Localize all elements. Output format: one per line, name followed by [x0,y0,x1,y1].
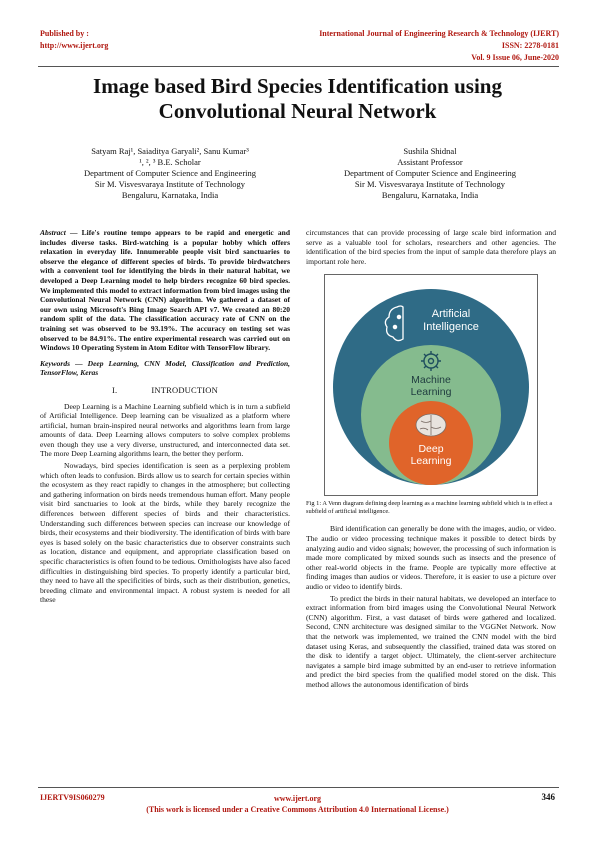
right-column [306,228,556,691]
author-institute: Sir M. Visvesvaraya Institute of Technology [354,179,506,189]
author-names: Sushila Shidnal [403,146,457,156]
author-dept: Department of Computer Science and Engineering [343,168,517,178]
venn-figure [324,274,538,496]
ai-label-2: Intelligence [423,321,479,334]
footer-divider [38,787,559,788]
author-dept: Department of Computer Science and Engineering [83,168,257,178]
ml-label-2: Learning [410,386,452,399]
section-heading [40,386,290,396]
header-journal [319,28,559,64]
dl-label: Deep [418,443,444,456]
paragraph: Bird identification can generally be done with the images, audio, or video. The audio or video processing technique makes it possible to detect birds by analyzing audio and video signals; however, the processing of such information is made more complicated by mixed sounds such as insects and the presence of other real-world objects in the frame. People are typically more effective at finding images than audios or videos. Therefore, it is easier to use a picture over audio or video to identify birds. [306,524,556,591]
ml-label: Machine [411,374,451,387]
paragraph: circumstances that can provide processing of large scale bird information and serve as a valuable tool for scholars, researchers and other agencies. The identification of the bird species from the input of sample data therefore plays an important role here. [306,228,556,266]
section-number: I. [112,384,118,395]
author-block-left [40,146,300,201]
header-divider [38,66,559,67]
site-link[interactable]: http://www.ijert.org [40,41,109,50]
author-role: Assistant Professor [397,157,463,167]
published-by: Published by : [40,29,89,38]
section-title: INTRODUCTION [151,384,218,395]
license-text: (This work is licensed under a Creative Commons Attribution 4.0 International License.) [146,805,449,814]
paper-title: Image based Bird Species Identification using Convolutional Neural Network [93,74,502,123]
author-city: Bengaluru, Karnataka, India [121,190,219,200]
header-publisher [40,28,108,52]
venn-diagram [325,275,537,495]
author-institute: Sir M. Visvesvaraya Institute of Technology [94,179,246,189]
page-number: 346 [541,792,555,802]
footer-site-link[interactable]: www.ijert.org [273,794,322,803]
keywords-text: — Deep Learning, CNN Model, Classification and Prediction, TensorFlow, Keras [40,358,290,378]
brain-icon [416,414,446,436]
figure-caption: Fig 1: A Venn diagram defining deep learning as a machine learning subfield which is in effect a subfield of artificial intelligence. [306,500,553,516]
volume-issue: Vol. 9 Issue 06, June-2020 [471,53,559,62]
paragraph: To predict the birds in their natural habitats, we developed an interface to extract information from bird images using the Convolutional Neural Network (CNN) algorithm. First, a vast dataset of birds were gathered and localized. Second, CNN architecture was designed similar to the VGGNet Network. Now that the network was implemented, we trained the CNN model with the bird dataset using Keras, and subsequently the classified, trained data was stored on the disk to identify a target object. Ultimately, the client-server architecture navigates a sample bird image submitted by an end-user to retrieve information and predict the bird species from the qualified model stored on the disk. This method allows the autonomous identification of birds [306,593,556,689]
author-city: Bengaluru, Karnataka, India [381,190,479,200]
dl-label-2: Learning [410,455,452,468]
paper-id: IJERTV9IS060279 [40,793,105,802]
footer-center [0,793,595,815]
journal-name: International Journal of Engineering Research & Technology (IJERT) [319,29,559,38]
keywords [40,359,290,378]
paragraph: Nowadays, bird species identification is seen as a perplexing problem which often leads to confusion. Birds allow us to search for certain species within the ecosystem as they react rapidly to changes in the atmosphere; but collecting and gathering information on birds needs tremendous human effort. Many people visit bird sanctuaries to look at the birds, while they barely recognize the differences between different species of birds and their characteristics. Understanding such differences between species can increase our knowledge of birds, their ecosystems and their biodiversity. The identification of birds with bare eyes is based solely on the basic characteristics due to observer constraints such as location, distance and equipment, and appropriate classification based on specific characteristics is often found to be tedious. Ornithologists have also faced difficulties in distinguishing bird species. To properly identify a particular bird, they need to have all the specificities of birds, such as their distribution, genetics, breeding climate and environmental impact. A robust system is needed for all these [40,461,290,605]
author-names: Satyam Raj¹, Saiaditya Garyali², Sanu Kumar³ [91,146,249,156]
issn: ISSN: 2278-0181 [501,41,559,50]
paragraph: Deep Learning is a Machine Learning subfield which is in turn a subfield of Artificial Intelligence. Deep learning can be visualized as a platform where artificial, human brain-inspired neural networks and algorithms learn from large amounts of data. Deep Learning allows computers to solve complex problems even though they use a very diverse, unstructured, and interconnected data set. The more Deep Learning algorithms learn, the better they perform. [40,401,290,459]
ai-label: Artificial [431,308,471,321]
abstract-label: Abstract [40,228,66,237]
author-block-right [305,146,555,201]
abstract-text: — Life's routine tempo appears to be rapid and energetic and includes diverse tasks. Bird-watching is a popular hobby which offers relaxation in everyday life. Innumerable people visit bird sanctuaries to observe the elegance of different species of birds. To provide birdwatchers with a convenient tool for identifying the birds in their natural habitat, we developed a Deep Learning model to help birders recognize 60 bird species. We implemented this model to extract information from bird images using the Convolutional Neural Network (CNN) algorithm. We gathered a dataset of our own using Microsoft's Bing Image Search API v7. We created an 80:20 random split of the data. The classification accuracy rate of CNN on the training set was observed to be 93.19%. The accuracy on testing set was observed to be 84.91%. The entire experimental research was carried out on Windows 10 Operating System in Atom Editor with TensorFlow library. [40,228,290,353]
abstract [40,228,290,353]
left-column [40,228,290,607]
keywords-label: Keywords [40,358,70,368]
author-role: ¹, ², ³ B.E. Scholar [139,157,201,167]
